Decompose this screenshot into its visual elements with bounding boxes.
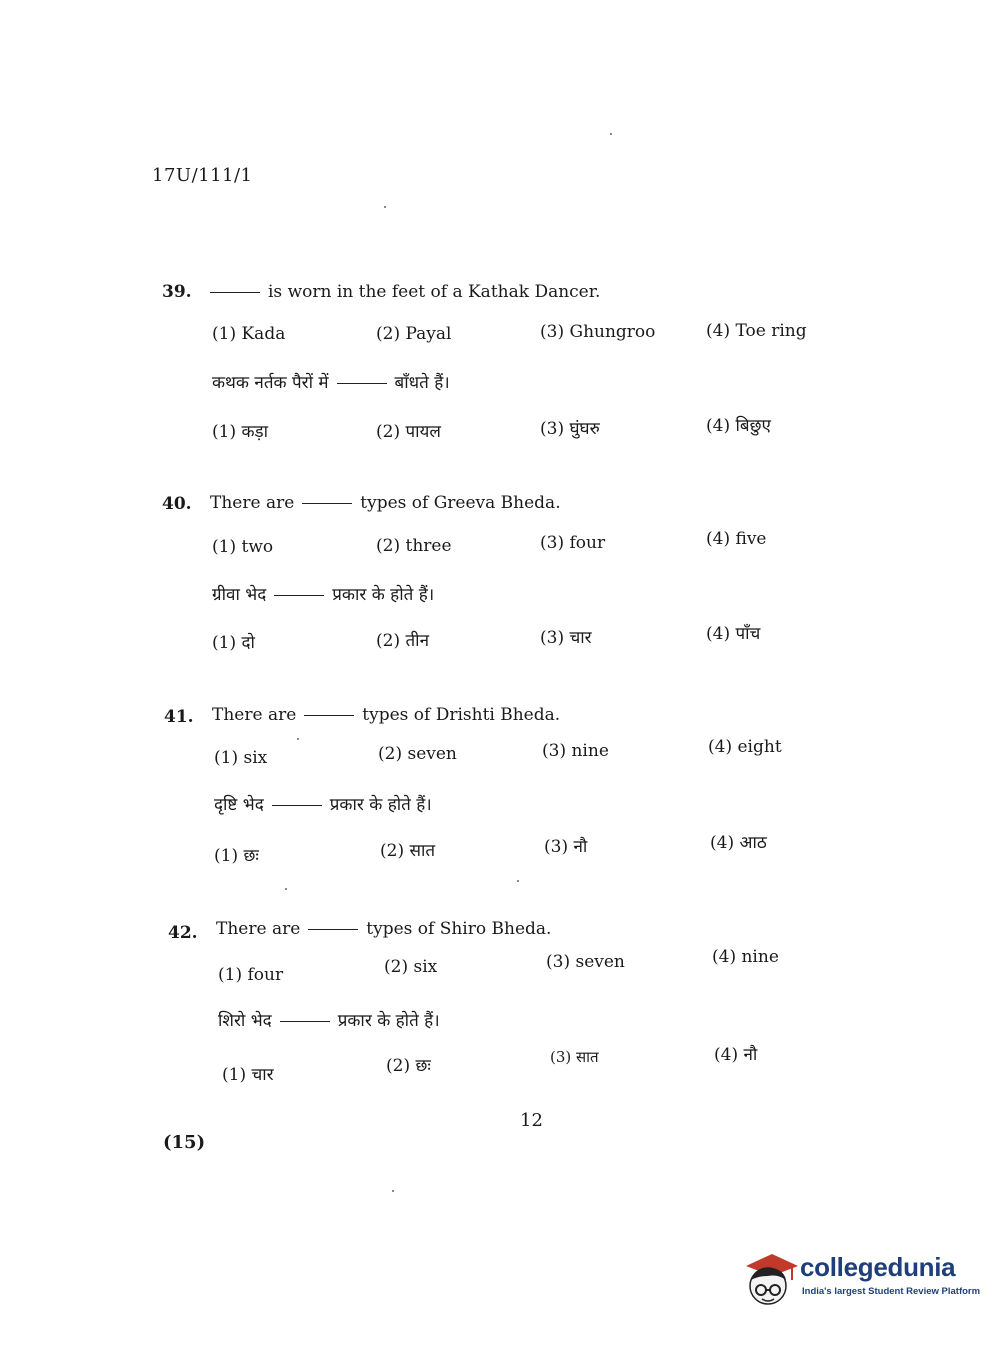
option-hi: (3) नौ [544, 837, 588, 857]
option-en: (4) Toe ring [706, 321, 807, 341]
option-hi: (1) दो [212, 633, 255, 653]
option-hi: (2) सात [380, 841, 436, 861]
option-en: (2) seven [378, 744, 457, 764]
option-hi: (2) छः [386, 1056, 431, 1076]
option-en: (2) three [376, 536, 452, 556]
option-hi: (1) कड़ा [212, 422, 269, 442]
option-hi: (4) नौ [714, 1045, 758, 1065]
question-text-en: There are types of Greeva Bheda. [210, 493, 561, 513]
scan-speck [392, 1190, 394, 1192]
option-en: (1) four [218, 965, 284, 985]
option-hi: (4) पाँच [706, 624, 761, 644]
scan-speck [384, 206, 386, 208]
question-text-hi: दृष्टि भेद प्रकार के होते हैं। [214, 795, 432, 815]
option-en: (4) nine [712, 947, 779, 967]
collegedunia-logo [742, 1250, 981, 1310]
question-text-en: There are types of Drishti Bheda. [212, 705, 561, 725]
question-number: 42. [168, 923, 198, 943]
question-number: 41. [164, 707, 194, 727]
page-number: 12 [520, 1110, 543, 1131]
option-hi: (4) बिछुए [706, 416, 771, 436]
option-en: (2) six [384, 957, 438, 977]
scan-speck [517, 880, 519, 882]
option-hi: (1) छः [214, 846, 259, 866]
option-en: (1) six [214, 748, 268, 768]
sheet-number: (15) [163, 1132, 206, 1153]
question-text-hi: शिरो भेद प्रकार के होते हैं। [218, 1011, 440, 1031]
brand-name: collegedunia [800, 1252, 956, 1282]
option-hi: (3) चार [540, 628, 592, 648]
option-en: (4) five [706, 529, 767, 549]
option-hi: (3) घुंघरु [540, 419, 600, 439]
option-en: (3) seven [546, 952, 625, 972]
option-en: (3) four [540, 533, 606, 553]
option-hi: (3) सात [550, 1048, 599, 1066]
option-hi: (1) चार [222, 1065, 274, 1085]
scan-speck [610, 133, 612, 135]
option-en: (4) eight [708, 737, 782, 757]
question-number: 40. [162, 494, 192, 514]
brand-tagline: India's largest Student Review Platform [802, 1286, 981, 1297]
option-en: (1) Kada [212, 324, 286, 344]
option-en: (3) nine [542, 741, 609, 761]
mascot-icon [742, 1250, 798, 1310]
question-text-en: There are types of Shiro Bheda. [216, 919, 552, 939]
option-en: (3) Ghungroo [540, 322, 656, 342]
question-text-en: is worn in the feet of a Kathak Dancer. [210, 282, 600, 302]
paper-code: 17U/111/1 [152, 165, 253, 186]
option-hi: (2) पायल [376, 422, 441, 442]
scan-speck [297, 738, 299, 740]
option-hi: (4) आठ [710, 833, 767, 853]
option-en: (1) two [212, 537, 274, 557]
question-text-hi: कथक नर्तक पैरों में बाँधते हैं। [212, 373, 450, 393]
question-text-hi: ग्रीवा भेद प्रकार के होते हैं। [212, 585, 435, 605]
option-hi: (2) तीन [376, 631, 430, 651]
scan-speck [285, 888, 287, 890]
question-number: 39. [162, 282, 192, 302]
option-en: (2) Payal [376, 324, 452, 344]
